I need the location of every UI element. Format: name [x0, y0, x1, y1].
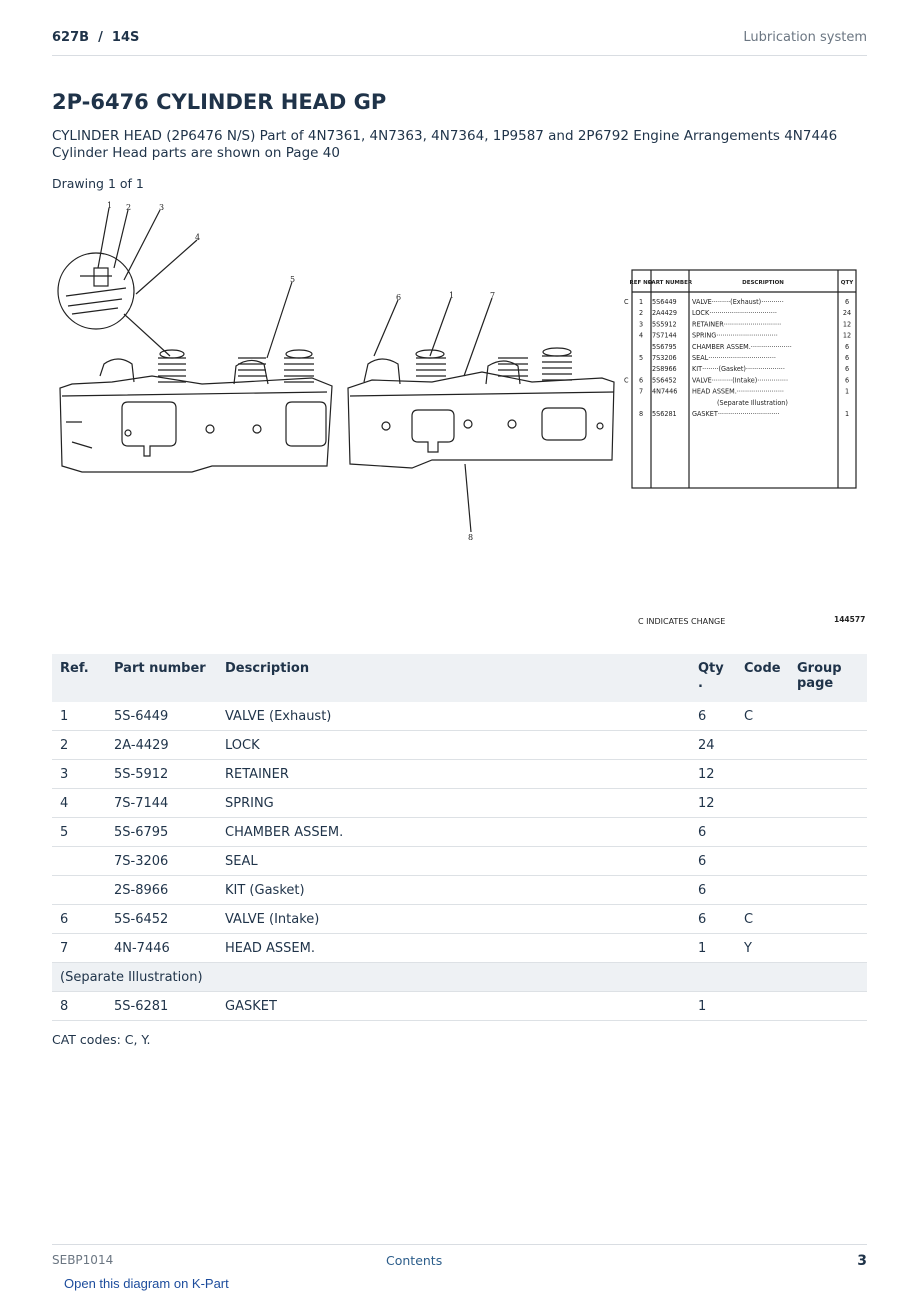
cell-part: 5S-6795	[106, 818, 217, 847]
cell-part: 5S-5912	[106, 760, 217, 789]
callout-1: 1	[107, 201, 113, 210]
legend-desc: VALVE··········(Intake)···············	[692, 375, 789, 385]
table-row	[52, 934, 867, 963]
legend-ref: 2	[638, 308, 644, 318]
cell-part: 5S-6449	[106, 702, 217, 731]
change-note: C INDICATES CHANGE	[638, 617, 726, 626]
legend-part: 5S6452	[652, 375, 677, 385]
legend-ref: 8	[638, 409, 644, 418]
cell-part: 5S-6452	[106, 905, 217, 934]
cell-group	[789, 731, 867, 760]
cell-ref: 8	[52, 992, 106, 1021]
page-number: 3	[857, 1253, 867, 1269]
cell-part: 5S-6281	[106, 992, 217, 1021]
legend-part: 5S6281	[652, 409, 677, 418]
cell-part: 4N-7446	[106, 934, 217, 963]
legend-part: 5S6449	[652, 297, 677, 306]
cell-desc: HEAD ASSEM.	[217, 934, 690, 963]
callout-6: 6	[396, 293, 402, 302]
parts-table	[52, 654, 867, 1021]
cell-desc: VALVE (Intake)	[217, 905, 690, 934]
cell-desc: LOCK	[217, 731, 690, 760]
kpart-link[interactable]: Open this diagram on K-Part	[64, 1276, 229, 1291]
legend-mark: C	[624, 297, 629, 306]
cell-qty: 6	[690, 847, 736, 876]
legend-part: 7S3206	[652, 353, 677, 362]
page-title: 2P-6476 CYLINDER HEAD GP	[52, 90, 387, 114]
legend-ref: 4	[638, 330, 644, 340]
legend-header-ref: REF NO	[629, 280, 653, 286]
cell-code	[736, 731, 789, 760]
cell-group	[789, 934, 867, 963]
cell-part: 2S-8966	[106, 876, 217, 905]
cell-code: Y	[736, 934, 789, 963]
callout-1b: 1	[449, 291, 455, 300]
cell-qty: 6	[690, 905, 736, 934]
cell-group	[789, 760, 867, 789]
cell-qty: 12	[690, 760, 736, 789]
cell-code	[736, 789, 789, 818]
cell-ref	[52, 847, 106, 876]
legend-part: 2S8966	[652, 364, 677, 374]
cell-code	[736, 992, 789, 1021]
cat-codes: CAT codes: C, Y.	[52, 1032, 151, 1047]
table-row	[52, 876, 867, 905]
table-row	[52, 905, 867, 934]
legend-desc: (Separate Illustration)	[717, 397, 788, 407]
legend-desc: HEAD ASSEM.·······················	[692, 386, 784, 396]
page-header	[52, 28, 867, 56]
col-header-desc: Description	[217, 654, 690, 702]
callout-3: 3	[159, 203, 165, 212]
callout-4: 4	[195, 233, 201, 242]
cell-qty: 6	[690, 876, 736, 905]
cell-ref: 5	[52, 818, 106, 847]
callout-2: 2	[126, 203, 132, 212]
cell-desc: GASKET	[217, 992, 690, 1021]
legend-header-desc: DESCRIPTION	[742, 280, 784, 286]
cell-desc: RETAINER	[217, 760, 690, 789]
cell-qty: 6	[690, 818, 736, 847]
callout-8: 8	[468, 533, 474, 542]
intro-text: CYLINDER HEAD (2P6476 N/S) Part of 4N7361, 4N7363, 4N7364, 1P9587 and 2P6792 Engine Arrangements 4N7446 Cylinder Head parts are shown on Page 40	[52, 128, 838, 161]
table-row	[52, 992, 867, 1021]
cell-code	[736, 847, 789, 876]
cell-qty: 6	[690, 702, 736, 731]
table-row	[52, 731, 867, 760]
legend-desc: VALVE·········(Exhaust)···········	[692, 297, 784, 306]
cell-qty: 12	[690, 789, 736, 818]
legend-header-part: PART NUMBER	[647, 280, 693, 286]
cell-ref: 2	[52, 731, 106, 760]
cell-code: C	[736, 702, 789, 731]
cell-ref: 4	[52, 789, 106, 818]
col-header-ref: Ref.	[52, 654, 106, 702]
legend-part: 4N7446	[652, 386, 678, 396]
table-row	[52, 702, 867, 731]
col-header-part: Part number	[106, 654, 217, 702]
cell-part: 7S-3206	[106, 847, 217, 876]
legend-part: 2A4429	[652, 308, 677, 318]
legend-qty: 12	[842, 330, 852, 340]
table-row	[52, 818, 867, 847]
legend-qty: 6	[844, 297, 850, 306]
legend-ref: 6	[638, 375, 644, 385]
table-row	[52, 760, 867, 789]
legend-part: 7S7144	[652, 330, 677, 340]
cell-group	[789, 847, 867, 876]
legend-part: 5S5912	[652, 319, 677, 329]
legend-qty: 1	[844, 386, 850, 396]
legend-ref: 5	[638, 353, 644, 362]
col-header-group: Group page	[789, 654, 867, 702]
legend-qty: 1	[844, 409, 850, 418]
legend-desc: GASKET······························	[692, 409, 780, 418]
table-row	[52, 847, 867, 876]
cell-desc: SPRING	[217, 789, 690, 818]
cell-group	[789, 789, 867, 818]
table-row	[52, 789, 867, 818]
cell-group	[789, 702, 867, 731]
cell-group	[789, 992, 867, 1021]
cell-desc: CHAMBER ASSEM.	[217, 818, 690, 847]
table-note-row	[52, 963, 867, 992]
legend-ref: 7	[638, 386, 644, 396]
legend-qty: 6	[844, 364, 850, 374]
cell-qty: 1	[690, 992, 736, 1021]
cell-desc: SEAL	[217, 847, 690, 876]
legend-ref: 1	[638, 297, 644, 306]
legend-desc: RETAINER····························	[692, 319, 782, 329]
drawing-label: Drawing 1 of 1	[52, 176, 144, 191]
cell-desc: KIT (Gasket)	[217, 876, 690, 905]
table-header-row	[52, 654, 867, 702]
cell-ref: 7	[52, 934, 106, 963]
cell-code	[736, 818, 789, 847]
parts-drawing	[52, 196, 867, 636]
cell-code	[736, 760, 789, 789]
cell-code	[736, 876, 789, 905]
legend-header-qty: QTY	[840, 280, 854, 286]
legend-qty: 12	[842, 319, 852, 329]
legend-qty: 6	[844, 375, 850, 385]
page-footer	[52, 1244, 867, 1275]
cell-ref: 1	[52, 702, 106, 731]
drawing-number: 144577	[834, 615, 866, 624]
model-label: 627B / 14S	[52, 30, 140, 45]
legend-ref: 3	[638, 319, 644, 329]
contents-link[interactable]: Contents	[386, 1253, 443, 1268]
legend-qty: 24	[842, 308, 852, 318]
cell-qty: 24	[690, 731, 736, 760]
cell-note: (Separate Illustration)	[52, 963, 867, 992]
callout-7: 7	[490, 291, 496, 300]
legend-desc: SPRING······························	[692, 330, 778, 340]
cell-ref	[52, 876, 106, 905]
detail-circle	[58, 253, 134, 329]
legend-desc: KIT········(Gasket)···················	[692, 364, 785, 374]
legend-mark: C	[624, 375, 629, 385]
legend-desc: LOCK·································	[692, 308, 777, 318]
cell-ref: 3	[52, 760, 106, 789]
cell-qty: 1	[690, 934, 736, 963]
cell-group	[789, 876, 867, 905]
cell-desc: VALVE (Exhaust)	[217, 702, 690, 731]
legend-part: 5S6795	[652, 341, 677, 351]
cell-code: C	[736, 905, 789, 934]
legend-desc: SEAL·································	[692, 353, 776, 362]
cell-ref: 6	[52, 905, 106, 934]
cell-part: 2A-4429	[106, 731, 217, 760]
document-id: SEBP1014	[52, 1253, 114, 1267]
legend-desc: CHAMBER ASSEM.····················	[692, 341, 792, 351]
callout-5: 5	[290, 275, 296, 284]
col-header-code: Code	[736, 654, 789, 702]
legend-qty: 6	[844, 353, 850, 362]
cell-group	[789, 905, 867, 934]
cell-part: 7S-7144	[106, 789, 217, 818]
section-label: Lubrication system	[743, 30, 867, 45]
cell-group	[789, 818, 867, 847]
col-header-qty: Qty .	[690, 654, 736, 702]
legend-qty: 6	[844, 341, 850, 351]
